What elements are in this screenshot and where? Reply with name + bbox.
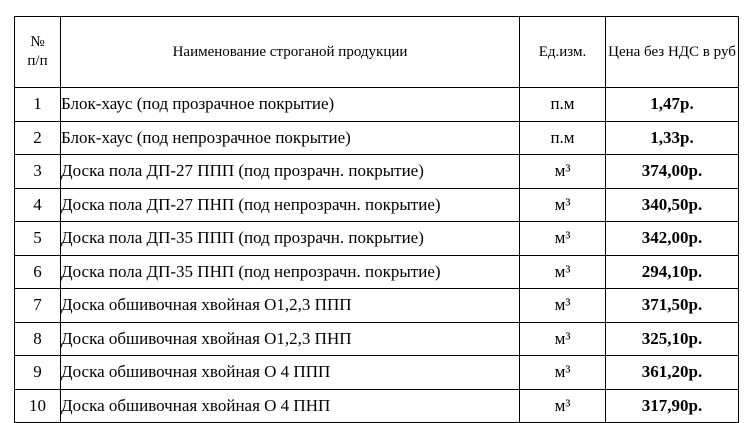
price-cell: 374,00р. [606,155,739,189]
table-row [15,389,739,423]
row-number: 1 [15,88,61,122]
unit-of-measure: м³ [520,255,606,289]
table-row [15,322,739,356]
unit-of-measure: п.м [520,88,606,122]
price-cell: 294,10р. [606,255,739,289]
header-number-abbr: п/п [27,53,48,69]
product-name: Доска обшивочная хвойная О1,2,3 ППП [61,289,520,323]
row-number: 10 [15,389,61,423]
price-cell: 1,33р. [606,121,739,155]
table-body [15,88,739,423]
row-number: 9 [15,356,61,390]
header-number-symbol: № [30,34,45,50]
product-name: Доска обшивочная хвойная О 4 ПНП [61,389,520,423]
product-name: Доска пола ДП-27 ППП (под прозрачн. покрытие) [61,155,520,189]
product-name: Доска пола ДП-35 ППП (под прозрачн. покрытие) [61,222,520,256]
row-number: 4 [15,188,61,222]
price-table [14,16,739,423]
price-cell: 325,10р. [606,322,739,356]
header-row [15,17,739,88]
table-row [15,356,739,390]
unit-of-measure: м³ [520,356,606,390]
product-name: Блок-хаус (под непрозрачное покрытие) [61,121,520,155]
price-cell: 340,50р. [606,188,739,222]
product-name: Доска пола ДП-27 ПНП (под непрозрачн. покрытие) [61,188,520,222]
table-row [15,88,739,122]
price-cell: 371,50р. [606,289,739,323]
header-product-name: Наименование строганой продукции [61,17,520,88]
table-row [15,222,739,256]
row-number: 8 [15,322,61,356]
table-row [15,188,739,222]
row-number: 6 [15,255,61,289]
price-cell: 342,00р. [606,222,739,256]
price-cell: 1,47р. [606,88,739,122]
header-price: Цена без НДС в руб [606,17,739,88]
unit-of-measure: м³ [520,188,606,222]
table-row [15,255,739,289]
header-unit: Ед.изм. [520,17,606,88]
table-row [15,155,739,189]
table-header [15,17,739,88]
unit-of-measure: м³ [520,389,606,423]
price-cell: 317,90р. [606,389,739,423]
row-number: 5 [15,222,61,256]
unit-of-measure: м³ [520,222,606,256]
row-number: 2 [15,121,61,155]
row-number: 3 [15,155,61,189]
unit-of-measure: м³ [520,289,606,323]
price-cell: 361,20р. [606,356,739,390]
row-number: 7 [15,289,61,323]
unit-of-measure: п.м [520,121,606,155]
product-name: Блок-хаус (под прозрачное покрытие) [61,88,520,122]
table-row [15,121,739,155]
unit-of-measure: м³ [520,322,606,356]
product-name: Доска пола ДП-35 ПНП (под непрозрачн. покрытие) [61,255,520,289]
table-row [15,289,739,323]
product-name: Доска обшивочная хвойная О 4 ППП [61,356,520,390]
product-name: Доска обшивочная хвойная О1,2,3 ПНП [61,322,520,356]
unit-of-measure: м³ [520,155,606,189]
header-number [15,17,61,88]
